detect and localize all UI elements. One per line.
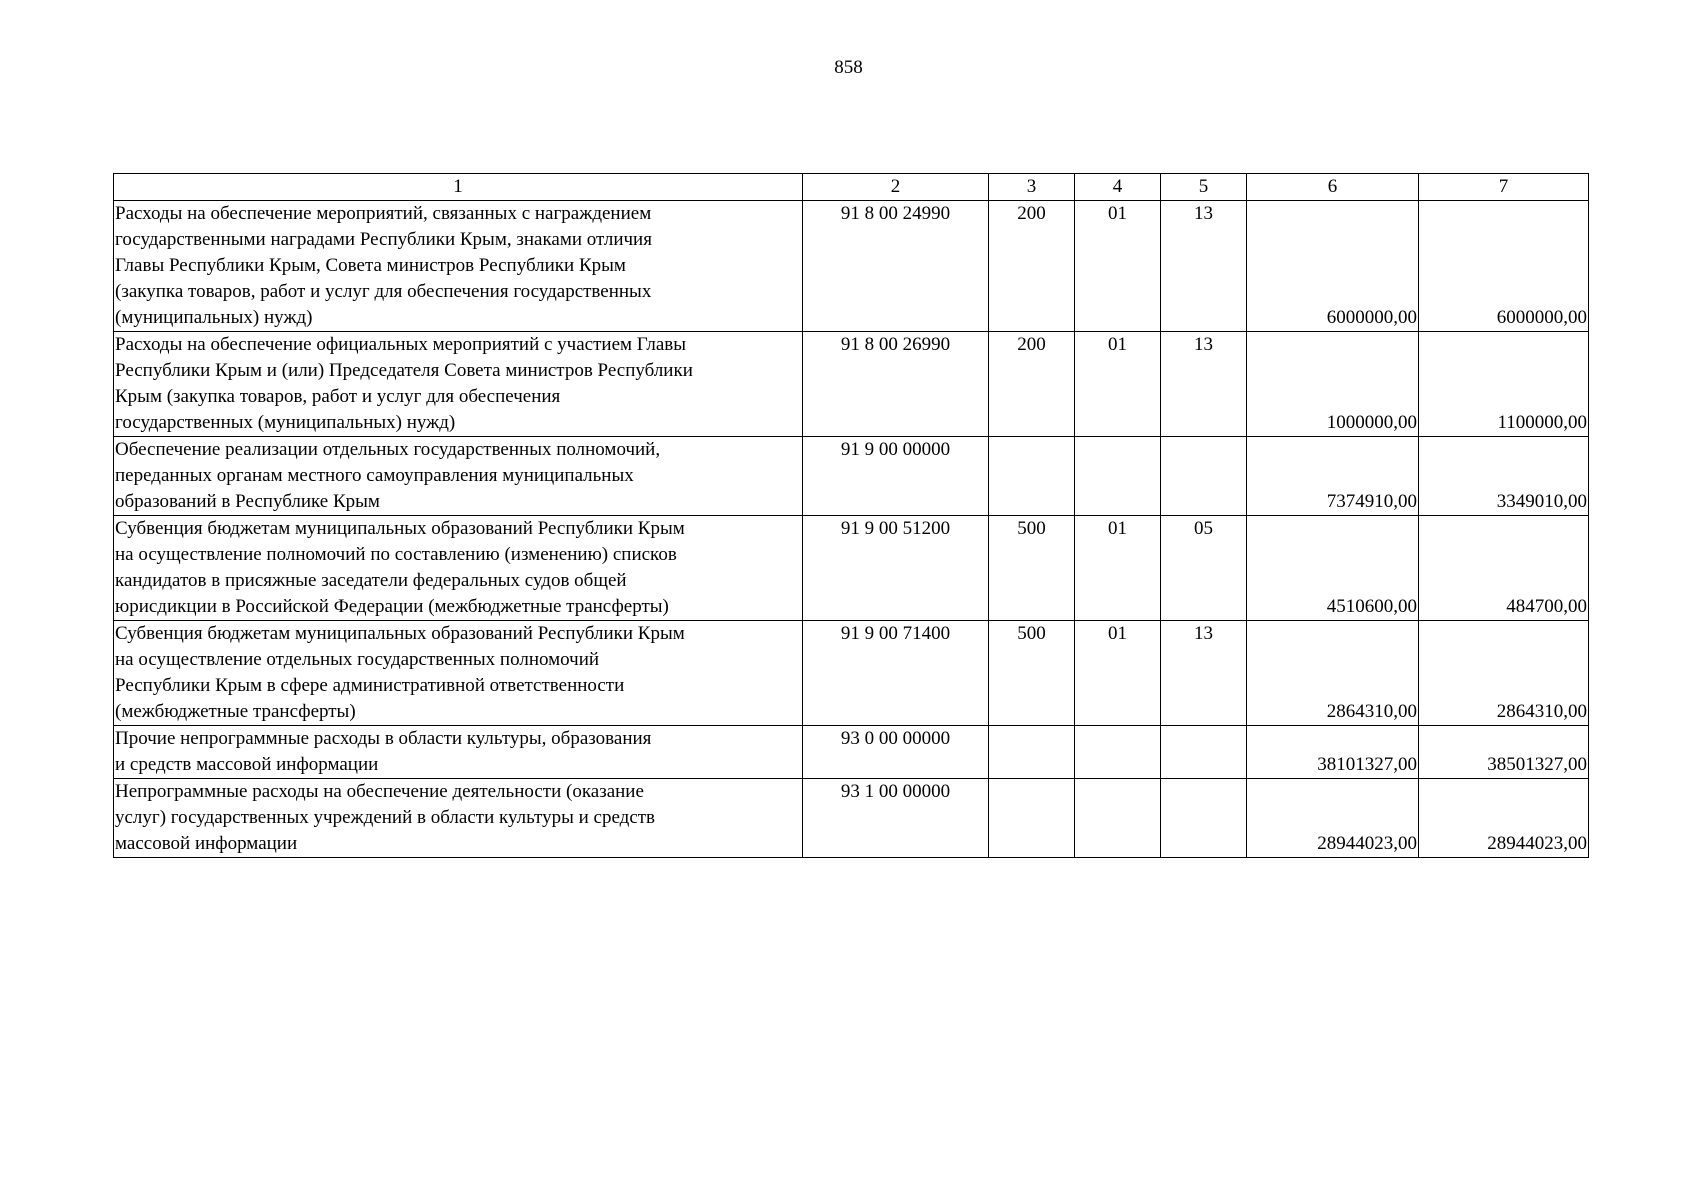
description-line: (муниципальных) нужд): [115, 307, 313, 328]
section-code: 01: [1075, 332, 1161, 437]
target-article-code: 91 9 00 71400: [803, 621, 989, 726]
description-line: и средств массовой информации: [115, 754, 379, 775]
header-cell: 5: [1161, 174, 1247, 201]
description-line: на осуществление отдельных государственных полномочий: [115, 649, 600, 670]
description-line: государственными наградами Республики Крым, знаками отличия: [115, 229, 652, 250]
description-line: услуг) государственных учреждений в области культуры и средств: [115, 807, 656, 828]
description-line: Республики Крым и (или) Председателя Совета министров Республики: [115, 360, 693, 381]
table-header-row: [114, 174, 1589, 201]
amount-cell: 7374910,00: [1247, 437, 1419, 516]
target-article-code: 91 8 00 24990: [803, 201, 989, 332]
target-article-code: 91 9 00 51200: [803, 516, 989, 621]
target-article-code: 91 8 00 26990: [803, 332, 989, 437]
description-line: кандидатов в присяжные заседатели федеральных судов общей: [115, 570, 627, 591]
page-number: 858: [834, 57, 863, 78]
amount-cell: 484700,00: [1419, 516, 1589, 621]
amount-cell: 6000000,00: [1247, 201, 1419, 332]
description-cell: [114, 437, 803, 516]
description-line: образований в Республике Крым: [115, 491, 380, 512]
subsection-code: [1161, 726, 1247, 779]
amount-cell: 2864310,00: [1419, 621, 1589, 726]
description-line: Прочие непрограммные расходы в области культуры, образования: [115, 728, 652, 749]
description-cell: [114, 201, 803, 332]
expense-type-code: [989, 779, 1075, 858]
description-line: Расходы на обеспечение мероприятий, связанных с награждением: [115, 203, 652, 224]
description-line: (закупка товаров, работ и услуг для обеспечения государственных: [115, 281, 652, 302]
header-cell: 2: [803, 174, 989, 201]
amount-cell: 1000000,00: [1247, 332, 1419, 437]
subsection-code: 05: [1161, 516, 1247, 621]
amount-cell: 38501327,00: [1419, 726, 1589, 779]
description-line: Главы Республики Крым, Совета министров Республики Крым: [115, 255, 626, 276]
description-line: Обеспечение реализации отдельных государственных полномочий,: [115, 439, 661, 460]
description-line: (межбюджетные трансферты): [115, 701, 356, 722]
section-code: 01: [1075, 516, 1161, 621]
amount-cell: 28944023,00: [1247, 779, 1419, 858]
target-article-code: 93 0 00 00000: [803, 726, 989, 779]
table-row: [114, 201, 1589, 332]
description-line: Непрограммные расходы на обеспечение деятельности (оказание: [115, 781, 644, 802]
header-cell: 1: [114, 174, 803, 201]
expense-type-code: 200: [989, 201, 1075, 332]
description-cell: [114, 621, 803, 726]
target-article-code: 91 9 00 00000: [803, 437, 989, 516]
header-cell: 3: [989, 174, 1075, 201]
description-cell: [114, 779, 803, 858]
amount-cell: 4510600,00: [1247, 516, 1419, 621]
header-cell: 4: [1075, 174, 1161, 201]
description-line: переданных органам местного самоуправления муниципальных: [115, 465, 634, 486]
description-cell: [114, 516, 803, 621]
description-line: Республики Крым в сфере административной ответственности: [115, 675, 625, 696]
table-row: [114, 332, 1589, 437]
description-line: Субвенция бюджетам муниципальных образований Республики Крым: [115, 518, 685, 539]
subsection-code: 13: [1161, 332, 1247, 437]
subsection-code: 13: [1161, 201, 1247, 332]
expense-type-code: [989, 437, 1075, 516]
table-row: [114, 621, 1589, 726]
description-cell: [114, 332, 803, 437]
header-cell: 7: [1419, 174, 1589, 201]
target-article-code: 93 1 00 00000: [803, 779, 989, 858]
amount-cell: 28944023,00: [1419, 779, 1589, 858]
table-row: [114, 726, 1589, 779]
description-line: Крым (закупка товаров, работ и услуг для обеспечения: [115, 386, 561, 407]
description-line: на осуществление полномочий по составлению (изменению) списков: [115, 544, 677, 565]
expense-type-code: 200: [989, 332, 1075, 437]
subsection-code: [1161, 779, 1247, 858]
subsection-code: [1161, 437, 1247, 516]
amount-cell: 6000000,00: [1419, 201, 1589, 332]
description-line: Расходы на обеспечение официальных мероприятий с участием Главы: [115, 334, 686, 355]
amount-cell: 3349010,00: [1419, 437, 1589, 516]
subsection-code: 13: [1161, 621, 1247, 726]
table-row: [114, 516, 1589, 621]
header-cell: 6: [1247, 174, 1419, 201]
section-code: [1075, 779, 1161, 858]
section-code: [1075, 726, 1161, 779]
section-code: 01: [1075, 201, 1161, 332]
budget-table: [113, 173, 1589, 858]
description-line: массовой информации: [115, 833, 298, 854]
description-line: Субвенция бюджетам муниципальных образований Республики Крым: [115, 623, 685, 644]
expense-type-code: 500: [989, 516, 1075, 621]
section-code: [1075, 437, 1161, 516]
table-row: [114, 437, 1589, 516]
description-line: государственных (муниципальных) нужд): [115, 412, 456, 433]
description-line: юрисдикции в Российской Федерации (межбюджетные трансферты): [115, 596, 669, 617]
expense-type-code: [989, 726, 1075, 779]
description-cell: [114, 726, 803, 779]
amount-cell: 1100000,00: [1419, 332, 1589, 437]
section-code: 01: [1075, 621, 1161, 726]
table-row: [114, 779, 1589, 858]
amount-cell: 38101327,00: [1247, 726, 1419, 779]
amount-cell: 2864310,00: [1247, 621, 1419, 726]
expense-type-code: 500: [989, 621, 1075, 726]
